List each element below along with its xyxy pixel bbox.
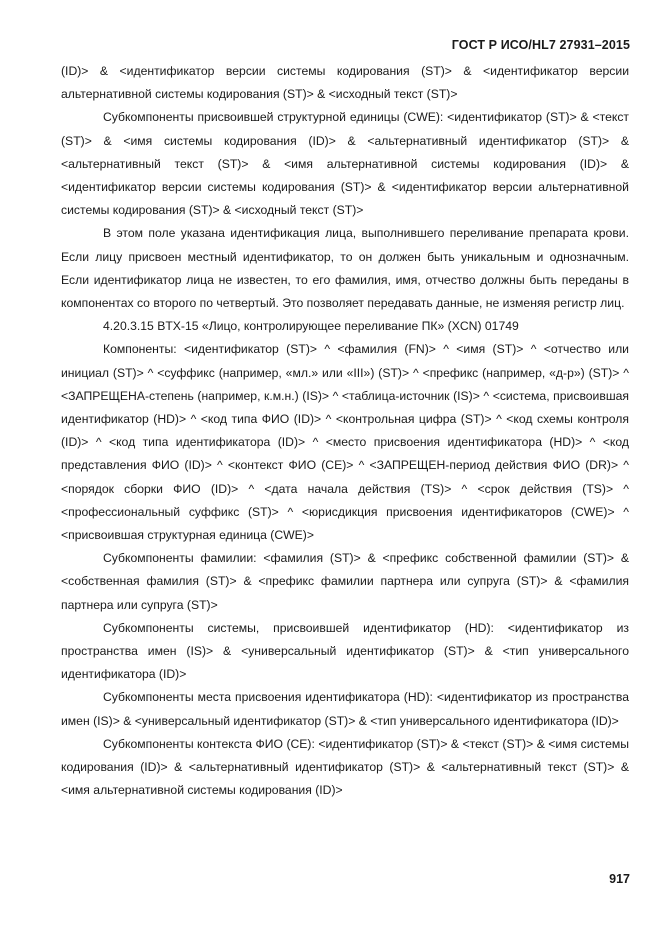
page-header-standard: ГОСТ Р ИСО/HL7 27931–2015 xyxy=(451,38,630,52)
document-body xyxy=(61,60,629,803)
paragraph: Субкомпоненты системы, присвоившей идентификатор (HD): <идентификатор из пространства имен (IS)> & <универсальный идентификатор (ST)> & <тип универсального идентификатора (ID)> xyxy=(61,620,629,682)
paragraph: Субкомпоненты контекста ФИО (CE): <идентификатор (ST)> & <текст (ST)> & <имя системы кодирования (ID)> & <альтернативный идентификатор (ST)> & <альтернативный текст (ST)> & <имя альтернативной системы кодирования (ID)> xyxy=(61,736,629,798)
paragraph: Субкомпоненты места присвоения идентификатора (HD): <идентификатор из пространства имен (IS)> & <универсальный идентификатор (ST)> & <тип универсального идентификатора (ID)> xyxy=(61,690,629,728)
paragraph: Субкомпоненты фамилии: <фамилия (ST)> & <префикс собственной фамилии (ST)> & <собственная фамилия (ST)> & <префикс фамилии партнера или супруга (ST)> & <фамилия партнера или супруга (ST)> xyxy=(61,551,629,612)
page-number: 917 xyxy=(609,872,630,886)
paragraph: Компоненты: <идентификатор (ST)> ^ <фамилия (FN)> ^ <имя (ST)> ^ <отчество или инициал (ST)> ^ <суффикс (например, «мл.» или «III») (ST)> ^ <префикс (например, «д-р») (ST)> ^ <ЗАПРЕЩЕНА-степень (например, к.м.н.) (IS)> ^ <таблица-источник (IS)> ^ <система, присвоившая идентификатор (HD)> ^ <код типа ФИО (ID)> ^ <контрольная цифра (ST)> ^ <код схемы контроля (ID)> ^ <код типа идентификатора (ID)> ^ <место присвоения идентификатора (HD)> ^ <код представления ФИО (ID)> ^ <контекст ФИО (CE)> ^ <ЗАПРЕЩЕН-период действия ФИО (DR)> ^ <порядок сборки ФИО (ID)> ^ <дата начала действия (TS)> ^ <срок действия (TS)> ^ <профессиональный суффикс (ST)> ^ <юрисдикция присвоения идентификаторов (CWE)> ^ <присвоившая структурная единица (CWE)> xyxy=(61,342,629,543)
paragraph: В этом поле указана идентификация лица, выполнившего переливание препарата крови. Если лицу присвоен местный идентификатор, то он должен быть уникальным и однозначным. Если идентификатор лица не известен, то его фамилия, имя, отчество должны быть переданы в компонентах со второго по четвертый. Это позволяет передавать данные, не изменяя регистр лиц. xyxy=(61,226,629,311)
paragraph: (ID)> & <идентификатор версии системы кодирования (ST)> & <идентификатор версии альтернативной системы кодирования (ST)> & <исходный текст (ST)> xyxy=(61,64,629,102)
section-heading: 4.20.3.15 BTX-15 «Лицо, контролирующее переливание ПК» (XCN) 01749 xyxy=(103,319,519,334)
paragraph: Субкомпоненты присвоившей структурной единицы (CWE): <идентификатор (ST)> & <текст (ST)> & <имя системы кодирования (ID)> & <альтернативный идентификатор (ST)> & <альтернативный текст (ST)> & <имя альтернативной системы кодирования (ID)> & <идентификатор версии системы кодирования (ST)> & <идентификатор версии альтернативной системы кодирования (ST)> & <исходный текст (ST)> xyxy=(61,110,629,218)
